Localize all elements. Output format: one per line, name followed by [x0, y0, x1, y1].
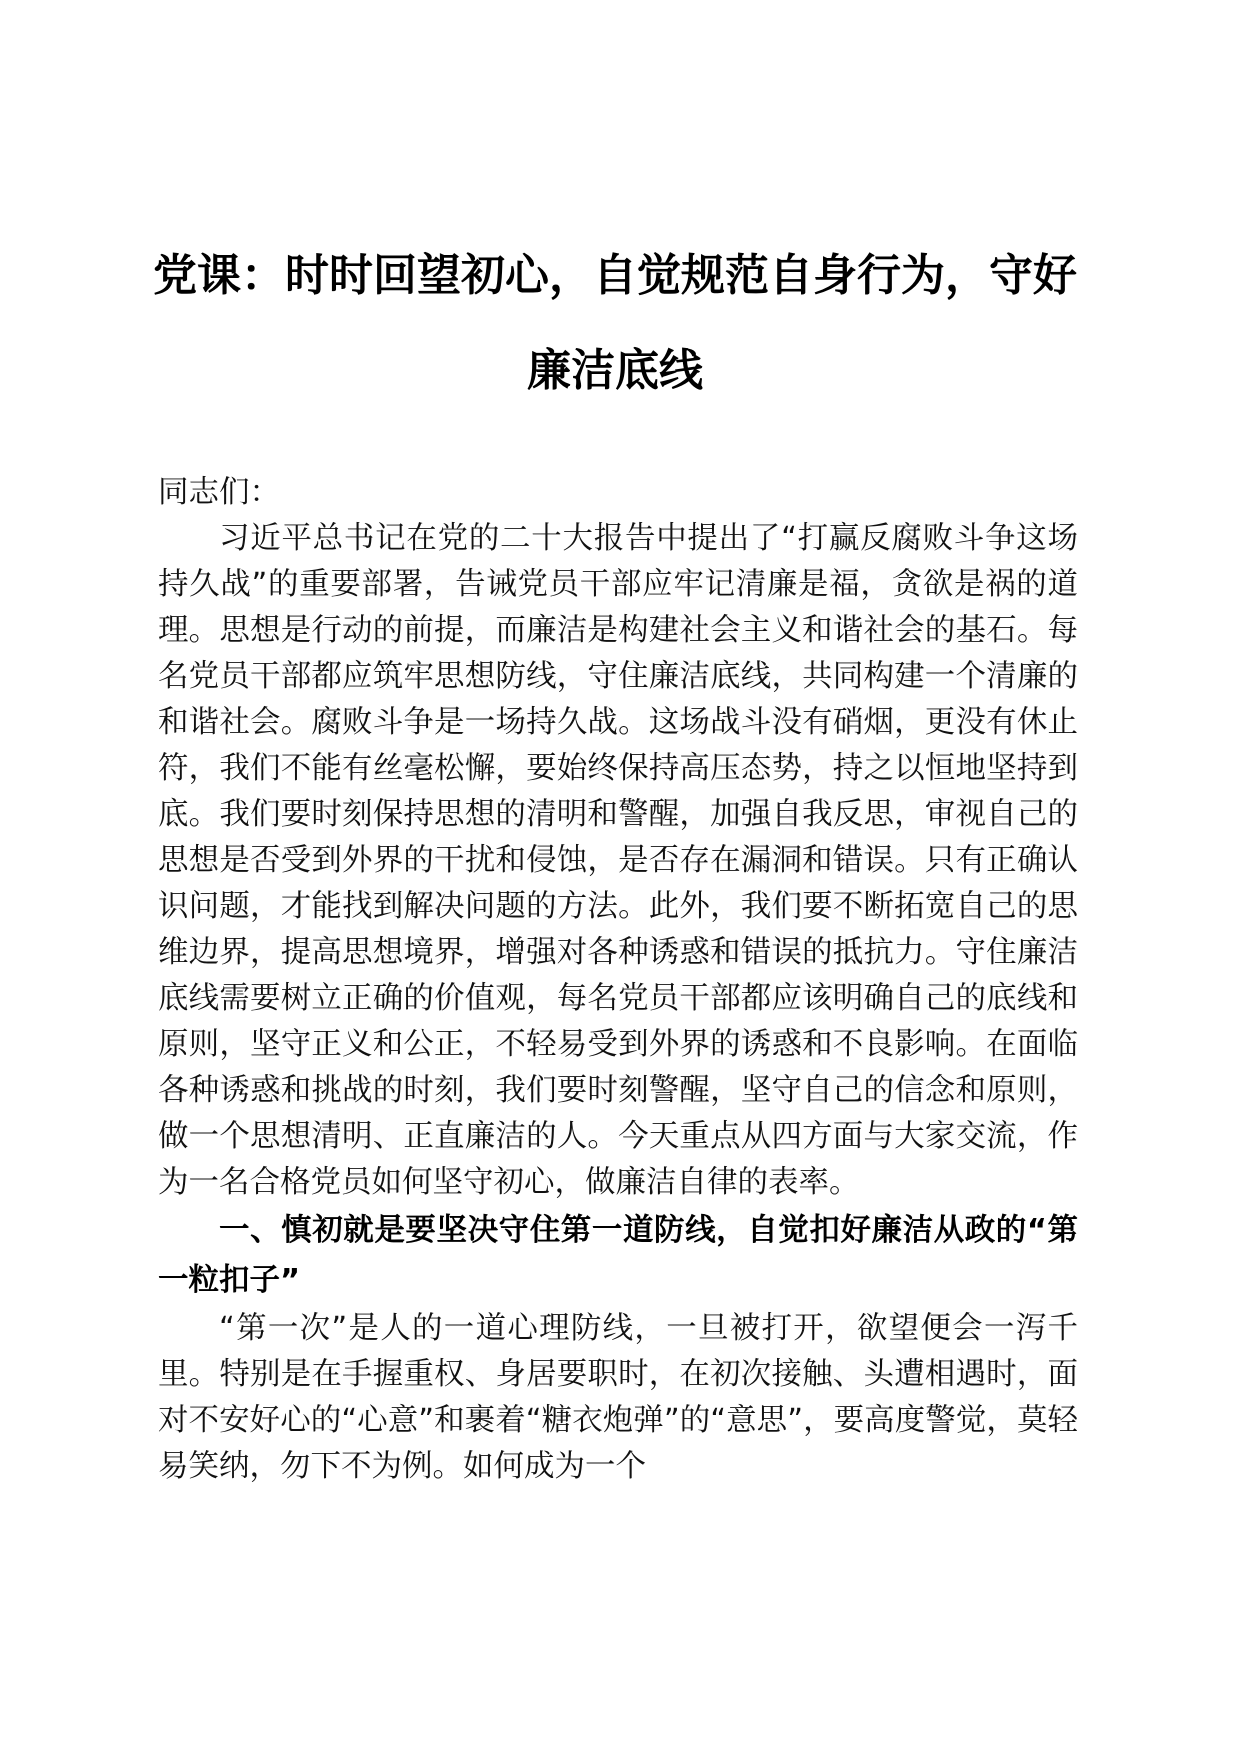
document-title: 党课：时时回望初心，自觉规范自身行为，守好廉洁底线	[153, 250, 1077, 396]
body-paragraph: 习近平总书记在党的二十大报告中提出了“打赢反腐败斗争这场持久战”的重要部署，告诫党员干部应牢记清廉是福，贪欲是祸的道理。思想是行动的前提，而廉洁是构建社会主义和谐社会的基石。每名党员干部都应筑牢思想防线，守住廉洁底线，共同构建一个清廉的和谐社会。腐败斗争是一场持久战。这场战斗没有硝烟，更没有休止符，我们不能有丝毫松懈，要始终保持高压态势，持之以恒地坚持到底。我们要时刻保持思想的清明和警醒，加强自我反思，审视自己的思想是否受到外界的干扰和侵蚀，是否存在漏洞和错误。只有正确认识问题，才能找到解决问题的方法。此外，我们要不断拓宽自己的思维边界，提高思想境界，增强对各种诱惑和错误的抵抗力。守住廉洁底线需要树立正确的价值观，每名党员干部都应该明确自己的底线和原则，坚守正义和公正，不轻易受到外界的诱惑和不良影响。在面临各种诱惑和挑战的时刻，我们要时刻警醒，坚守自己的信念和原则，做一个思想清明、正直廉洁的人。今天重点从四方面与大家交流，作为一名合格党员如何坚守初心，做廉洁自律的表率。	[158, 521, 1078, 1200]
salutation: 同志们：	[158, 475, 280, 510]
section-paragraph: “第一次”是人的一道心理防线，一旦被打开，欲望便会一泻千里。特别是在手握重权、身居要职时，在初次接触、头遭相遇时，面对不安好心的“心意”和裹着“糖衣炮弹”的“意思”，要高度警觉，莫轻易笑纳，勿下不为例。如何成为一个	[158, 1311, 1078, 1484]
document-body	[158, 470, 1078, 1490]
section-heading: 一、慎初就是要坚决守住第一道防线，自觉扣好廉洁从政的“第一粒扣子”	[158, 1213, 1078, 1298]
